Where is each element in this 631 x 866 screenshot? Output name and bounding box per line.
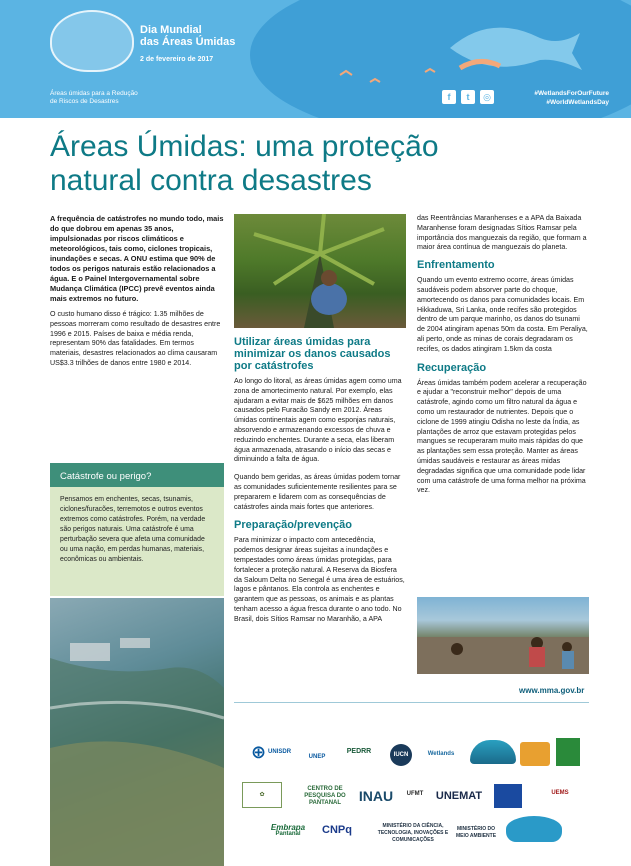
section-heading-recovery: Recuperação xyxy=(417,361,487,374)
hashtags xyxy=(534,89,609,107)
event-title: Dia Mundial das Áreas Úmidas xyxy=(140,24,236,48)
embrapa-logo: Embrapa Pantanal xyxy=(270,823,306,837)
unisdr-logo: ⊕ UNISDR xyxy=(250,741,292,762)
partner-logo-blue xyxy=(494,784,522,808)
social-icons xyxy=(442,90,494,104)
human-cost-paragraph: O custo humano disso é trágico: 1.35 milhões de pessoas morreram como resultado de desastres entre 1996 e 2015. Países de baixa e média renda, representam 90% das fatalidades. Em termos materiais, desastres relacionados ao clima causaram US$3.3 trilhões de danos entre 1980 e 2014. xyxy=(50,310,221,367)
page-title: Áreas Úmidas: uma proteção natural contra desastres xyxy=(50,130,439,197)
wetlands-logo: Wetlands xyxy=(427,750,455,757)
recovery-paragraph: Áreas úmidas também podem acelerar a recuperação e ajudar a "reconstruir melhor" depois de uma catástrofe, agindo como um filtro natural da água e como um restaurador de nutrientes. Depois que o ciclone de 1999 atingiu Odisha no leste da Índia, as plantações de arroz que estavam protegidas pelos mangues se recuperaram muito mais rápidas do que as plantações sem essa proteção. Manter as áreas úmidas saudáveis e restaurar as áreas midas degradadas significa que uma comunidade pode lidar com uma catástrofe de uma forma melhor na próxima vez. xyxy=(417,378,587,495)
ufmt-logo: UFMT xyxy=(406,790,424,797)
coping-paragraph: Quando um evento extremo ocorre, áreas úmidas saudáveis podem absorver parte do choque, amortecendo os danos para comunidades locais. Em Hikkaduwa, Sri Lanka, onde recifes são protegidos dentro de um parque marinho, os danos do tsunami de 2004 atingiram apenas 50m da costa. Em Peraliya, ali perto, onde as minas de corais degradaram os recifes, os dados atingiram 1.5km da costa xyxy=(417,276,588,353)
use-paragraph-1: Ao longo do litoral, as áreas úmidas agem como uma zona de amortecimento natural. Por exemplo, elas ajudaram a evitar mais de $625 milhões em danos causados pelo Furacão Sandy em 2012. Áreas úmidas continentais agem como esponjas naturais, absorvendo e armazenando excessos de chuva e reduzindo enchentes. Durante a seca, elas liberam água armazenada, atrasando o início das secas e diminuindo a falta de água. xyxy=(234,377,402,464)
ramsar-paragraph: das Reentrâncias Maranhenses e a APA da Baixada Maranhense foram designadas Sítios Ramsar pela importância dos manguezais da região, que formam a maior área contínua de manguezais do planeta. xyxy=(417,214,587,252)
unemat-logo: UNEMAT xyxy=(435,789,483,802)
birds-graphic xyxy=(330,60,450,90)
partner-logo-wave xyxy=(470,740,516,764)
website-link[interactable]: www.mma.gov.br xyxy=(519,686,585,695)
event-date: 2 de fevereiro de 2017 xyxy=(140,56,214,63)
pedrr-logo: PEDRR xyxy=(346,747,372,755)
mma-logo: MINISTÉRIO DO MEIO AMBIENTE xyxy=(455,826,497,839)
header-banner xyxy=(0,0,631,118)
iucn-logo: IUCN xyxy=(390,744,412,766)
hashtag-wetlands-future[interactable]: #WetlandsForOurFuture xyxy=(534,90,609,97)
info-box-heading: Catástrofe ou perigo? xyxy=(50,463,224,487)
mctic-logo: MINISTÉRIO DA CIÊNCIA, TECNOLOGIA, INOVAÇÕES E COMUNICAÇÕES xyxy=(377,822,449,843)
column-2 xyxy=(234,332,406,625)
partner-logo-green xyxy=(556,738,580,766)
divider xyxy=(234,702,589,703)
partner-logo-orange xyxy=(520,742,550,766)
facebook-icon[interactable]: f xyxy=(442,90,456,104)
lead-paragraph: A frequência de catástrofes no mundo todo, mais do que dobrou em apenas 35 anos, impulsionadas por riscos climáticos e meteorológicos, tais como, ciclones tropicais, inundações e secas. A ONU estima que 90% de todos os perigos naturais estão relacionados a água. E o Painel Intergovernamental sobre Mudança Climática (IPCC) prevê eventos ainda mais extremos no futuro. xyxy=(50,214,224,303)
instagram-icon[interactable]: ◎ xyxy=(480,90,494,104)
column-1 xyxy=(50,214,224,369)
coastal-aerial-photo xyxy=(50,598,224,866)
prevention-paragraph: Para minimizar o impacto com antecedência, podemos designar áreas sujeitas a inundações e tempestades como áreas úmidas protegidas, para fortalecer a proteção natural. A Reserva da Biosfera da Saloum Delta no Senegal é uma área de estuários, lagos e pântanos. Ela controla as enchentes e garantem que as pessoas, os animais e as plantas tenham acesso a água fresca durante o ano todo. No Brasil, dois Sítios Ramsar no Maranhão, a APA xyxy=(234,536,405,623)
section-heading-prevention: Preparação/prevenção xyxy=(234,519,353,532)
inau-logo: INAU xyxy=(358,787,394,804)
use-paragraph-2: Quando bem geridas, as áreas úmidas podem tornar as comunidades suficientemente resilientes para se prepararem e lidarem com as consequências de catástrofes ainda mais fortes que anteriores. xyxy=(234,473,401,511)
section-heading-use: Utilizar áreas úmidas para minimizar os danos causados por catástrofes xyxy=(234,336,391,372)
section-heading-coping: Enfrentamento xyxy=(417,259,495,272)
event-subtitle: Áreas úmidas para a Redução de Riscos de Desastres xyxy=(50,90,138,105)
uems-logo: UEMS xyxy=(551,789,569,796)
info-box-body: Pensamos em enchentes, secas, tsunamis, ciclones/furacões, terremotos e outros eventos extremos como catástrofes. Porém, na verdade são perigos naturais. Uma catástrofe é uma perturbação severa que afeta uma comunidade ou uma nação, em perdas humanas, materiais, econômicas ou ambientais. xyxy=(60,496,206,563)
ramsar-logo xyxy=(50,10,134,72)
partner-logo-plant: ✿ xyxy=(242,782,282,808)
beach-children-photo xyxy=(417,597,589,674)
info-box xyxy=(50,463,224,596)
cnpq-logo: CNPq xyxy=(322,823,352,836)
hashtag-world-wetlands-day[interactable]: #WorldWetlandsDay xyxy=(546,99,609,106)
palm-tree-photo xyxy=(234,214,406,328)
brazil-government-logo xyxy=(506,816,562,842)
unep-logo: UNEP xyxy=(308,753,326,760)
column-3 xyxy=(417,214,589,496)
twitter-icon[interactable]: t xyxy=(461,90,475,104)
cpp-logo: CENTRO DE PESQUISA DO PANTANAL xyxy=(304,785,346,806)
fish-graphic xyxy=(440,8,590,78)
